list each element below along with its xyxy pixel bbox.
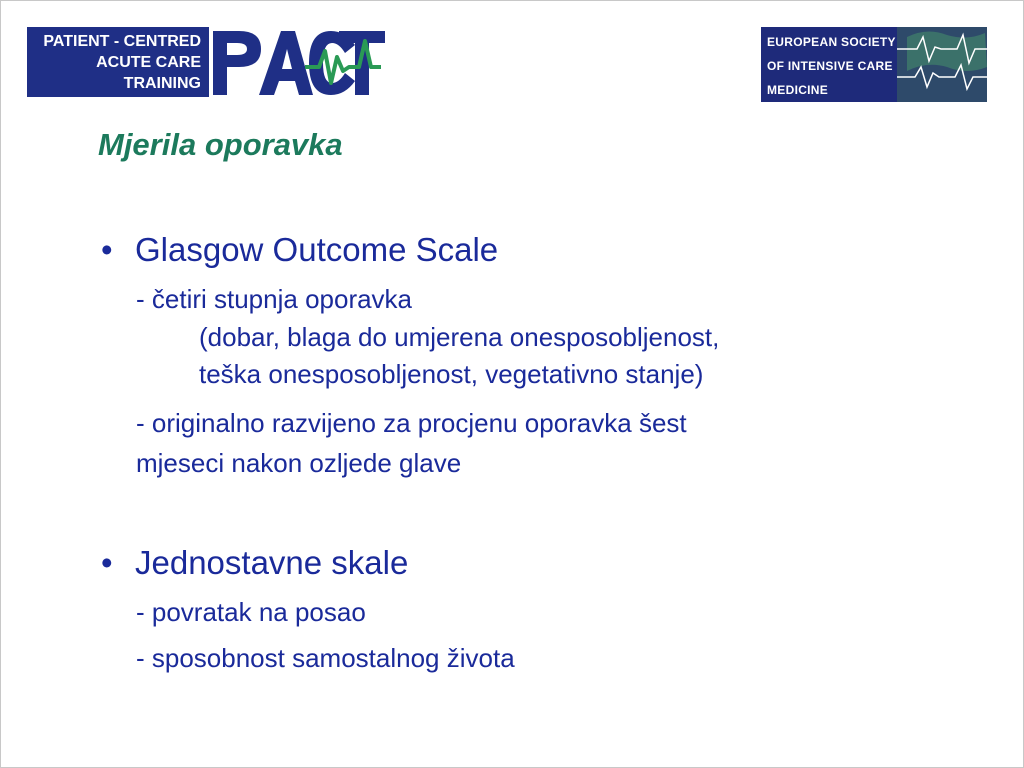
pact-wordmark-icon	[209, 27, 385, 97]
bullet-simple-scales	[101, 544, 408, 582]
esicm-logo-line-2: OF INTENSIVE CARE	[767, 59, 893, 73]
esicm-logo	[761, 27, 987, 102]
bullet-label: Jednostavne skale	[135, 544, 409, 581]
bullet-1-line-2: (dobar, blaga do umjerena onesposobljenost,	[199, 322, 720, 352]
bullet-2-line-1: - povratak na posao	[136, 597, 366, 627]
pact-logo-text-box	[27, 27, 209, 97]
bullet-dot: •	[101, 231, 113, 268]
slide-title: Mjerila oporavka	[98, 127, 343, 162]
pact-logo-line-3: TRAINING	[123, 75, 201, 92]
pact-logo-line-1: PATIENT - CENTRED	[43, 33, 201, 50]
bullet-2-line-2: - sposobnost samostalnog života	[136, 643, 515, 673]
ecg-map-icon	[897, 27, 987, 102]
pact-logo	[27, 27, 385, 97]
esicm-logo-line-3: MEDICINE	[767, 83, 829, 97]
bullet-glasgow	[101, 231, 498, 269]
bullet-dot: •	[101, 544, 113, 581]
pact-logo-line-2: ACUTE CARE	[96, 54, 201, 71]
esicm-logo-line-1: EUROPEAN SOCIETY	[767, 35, 896, 49]
esicm-logo-text	[767, 30, 896, 102]
bullet-1-line-1: - četiri stupnja oporavka	[136, 284, 413, 314]
bullet-1-line-3: teška onesposobljenost, vegetativno stanje)	[199, 359, 704, 389]
bullet-1-line-5: mjeseci nakon ozljede glave	[136, 448, 462, 478]
bullet-label: Glasgow Outcome Scale	[135, 231, 499, 268]
bullet-1-line-4: - originalno razvijeno za procjenu oporavka šest	[136, 408, 687, 438]
